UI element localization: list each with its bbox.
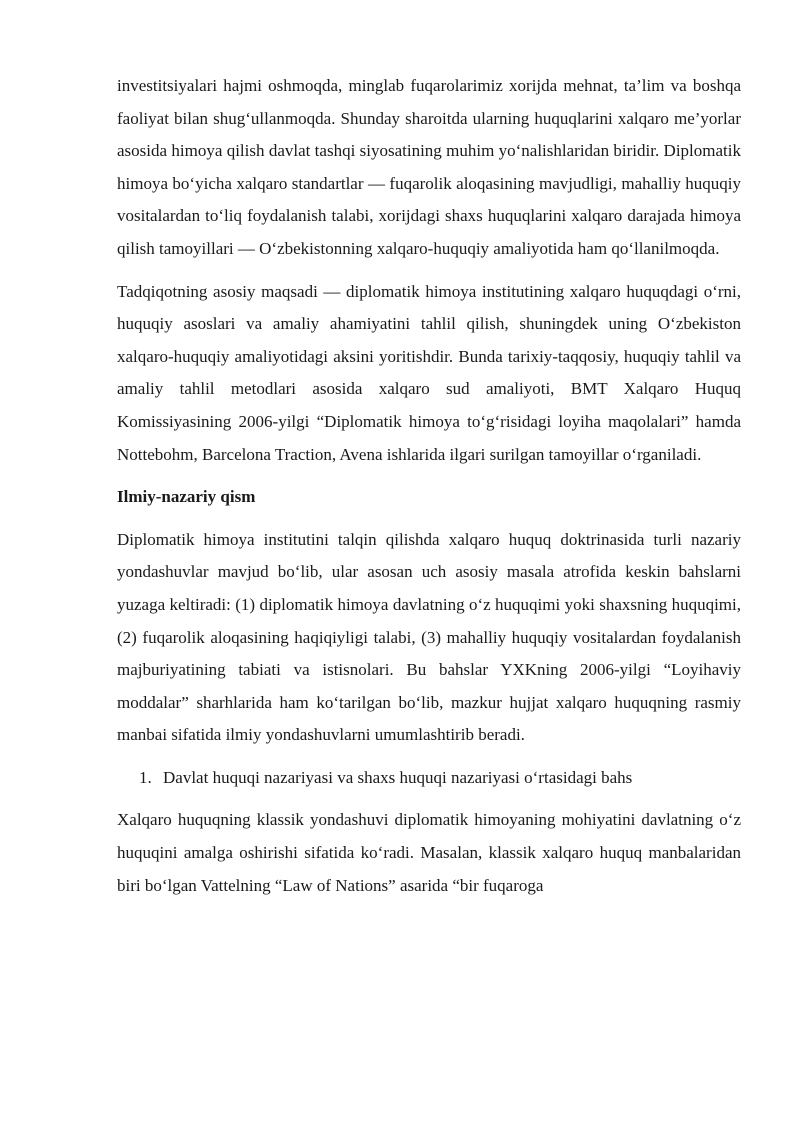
body-paragraph: Xalqaro huquqning klassik yondashuvi diplomatik himoyaning mohiyatini davlatning o‘z huquqini amalga oshirishi sifatida ko‘radi. Masalan, klassik xalqaro huquq manbalaridan biri bo‘lgan Vattelning “Law of Nations” asarida “bir fuqaroga (117, 810, 741, 895)
numbered-list (117, 762, 741, 795)
list-item (117, 762, 741, 795)
body-paragraph: Diplomatik himoya institutini talqin qilishda xalqaro huquq doktrinasida turli nazariy yondashuvlar mavjud bo‘lib, ular asosan uch asosiy masala atrofida keskin bahslarni yuzaga keltiradi: (1) diplomatik himoya davlatning o‘z huquqimi yoki shaxsning huquqimi, (2) fuqarolik aloqasining haqiqiyligi talabi, (3) mahalliy huquqiy vositalardan foydalanish majburiyatining tabiati va istisnolari. Bu bahslar YXKning 2006-yilgi “Loyihaviy moddalar” sharhlarida ham ko‘tarilgan bo‘lib, mazkur hujjat xalqaro huquqning rasmiy manbai sifatida ilmiy yondashuvlarni umumlashtirib beradi. (117, 529, 741, 745)
list-item-text: Davlat huquqi nazariyasi va shaxs huquqi nazariyasi o‘rtasidagi bahs (163, 767, 633, 787)
document-page (117, 70, 741, 902)
list-item-number: 1. (139, 767, 152, 787)
body-paragraph: Tadqiqotning asosiy maqsadi — diplomatik himoya institutining xalqaro huquqdagi o‘rni, huquqiy asoslari va amaliy ahamiyatini tahlil qilish, shuningdek uning O‘zbekiston xalqaro-huquqiy amaliyotidagi aksini yoritishdir. Bunda tarixiy-taqqosiy, huquqiy tahlil va amaliy tahlil metodlari asosida xalqaro sud amaliyoti, BMT Xalqaro Huquq Komissiyasining 2006-yilgi “Diplomatik himoya to‘g‘risidagi loyiha maqolalari” hamda Nottebohm, Barcelona Traction, Avena ishlarida ilgari surilgan tamoyillar o‘rganiladi. (117, 281, 741, 464)
body-paragraph: investitsiyalari hajmi oshmoqda, minglab fuqarolarimiz xorijda mehnat, ta’lim va boshqa faoliyat bilan shug‘ullanmoqda. Shunday sharoitda ularning huquqlarini xalqaro me’yorlar asosida himoya qilish davlat tashqi siyosatining muhim yo‘nalishlaridan biridir. Diplomatik himoya bo‘yicha xalqaro standartlar — fuqarolik aloqasining mavjudligi, mahalliy huquqiy vositalardan to‘liq foydalanish talabi, xorijdagi shaxs huquqlarini xalqaro darajada himoya qilish tamoyillari — O‘zbekistonning xalqaro-huquqiy amaliyotida ham qo‘llanilmoqda. (117, 76, 741, 258)
section-heading: Ilmiy-nazariy qism (117, 487, 256, 507)
